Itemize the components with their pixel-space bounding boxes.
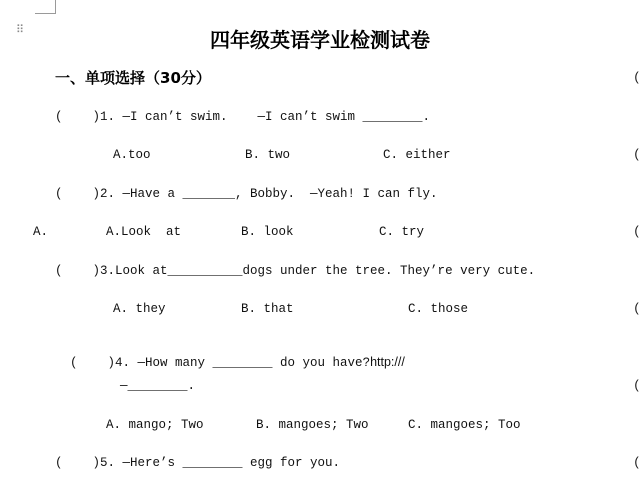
section-heading: 一、单项选择（30分） (55, 69, 211, 87)
right-column-paren: ( (633, 147, 641, 162)
drag-handle-icon[interactable]: ⠿ (16, 23, 24, 36)
question-2-option-a: A.Look at (106, 225, 182, 239)
question-2-option-c: C. try (379, 225, 425, 239)
page-title: 四年级英语学业检测试卷 (210, 28, 430, 52)
question-1-option-c: C. either (383, 148, 451, 162)
question-3-stem: ( )3.Look at__________dogs under the tree. They’re very cute. (55, 264, 536, 278)
question-3-option-c: C. those (408, 302, 469, 316)
question-4-answer-line: —________. (120, 379, 196, 393)
question-3-option-b: B. that (241, 302, 294, 316)
right-column-paren: ( (633, 301, 641, 316)
question-4-option-b: B. mangoes; Two (256, 418, 369, 432)
question-1-option-b: B. two (245, 148, 291, 162)
question-1-option-a: A.too (113, 148, 151, 162)
question-4-option-c: C. mangoes; Too (408, 418, 521, 432)
page-corner-mark (35, 0, 56, 14)
right-column-paren: ( (633, 70, 641, 85)
question-3-option-a: A. they (113, 302, 166, 316)
question-2-option-b: B. look (241, 225, 294, 239)
question-4-stem-text: ( )4. —How many ________ do you have? (70, 356, 371, 370)
right-column-paren: ( (633, 455, 641, 470)
question-4-stem (55, 341, 405, 370)
question-1-stem: ( )1. —I can’t swim. —I can’t swim ________. (55, 110, 431, 124)
question-2-stray-label: A. (33, 225, 49, 239)
right-column-paren: ( (633, 224, 641, 239)
question-4-url[interactable]: http:/// (370, 355, 405, 369)
right-column-paren: ( (633, 378, 641, 393)
question-2-stem: ( )2. —Have a _______, Bobby. —Yeah! I can fly. (55, 187, 438, 201)
question-4-option-a: A. mango; Two (106, 418, 204, 432)
question-5-stem: ( )5. —Here’s ________ egg for you. (55, 456, 341, 470)
